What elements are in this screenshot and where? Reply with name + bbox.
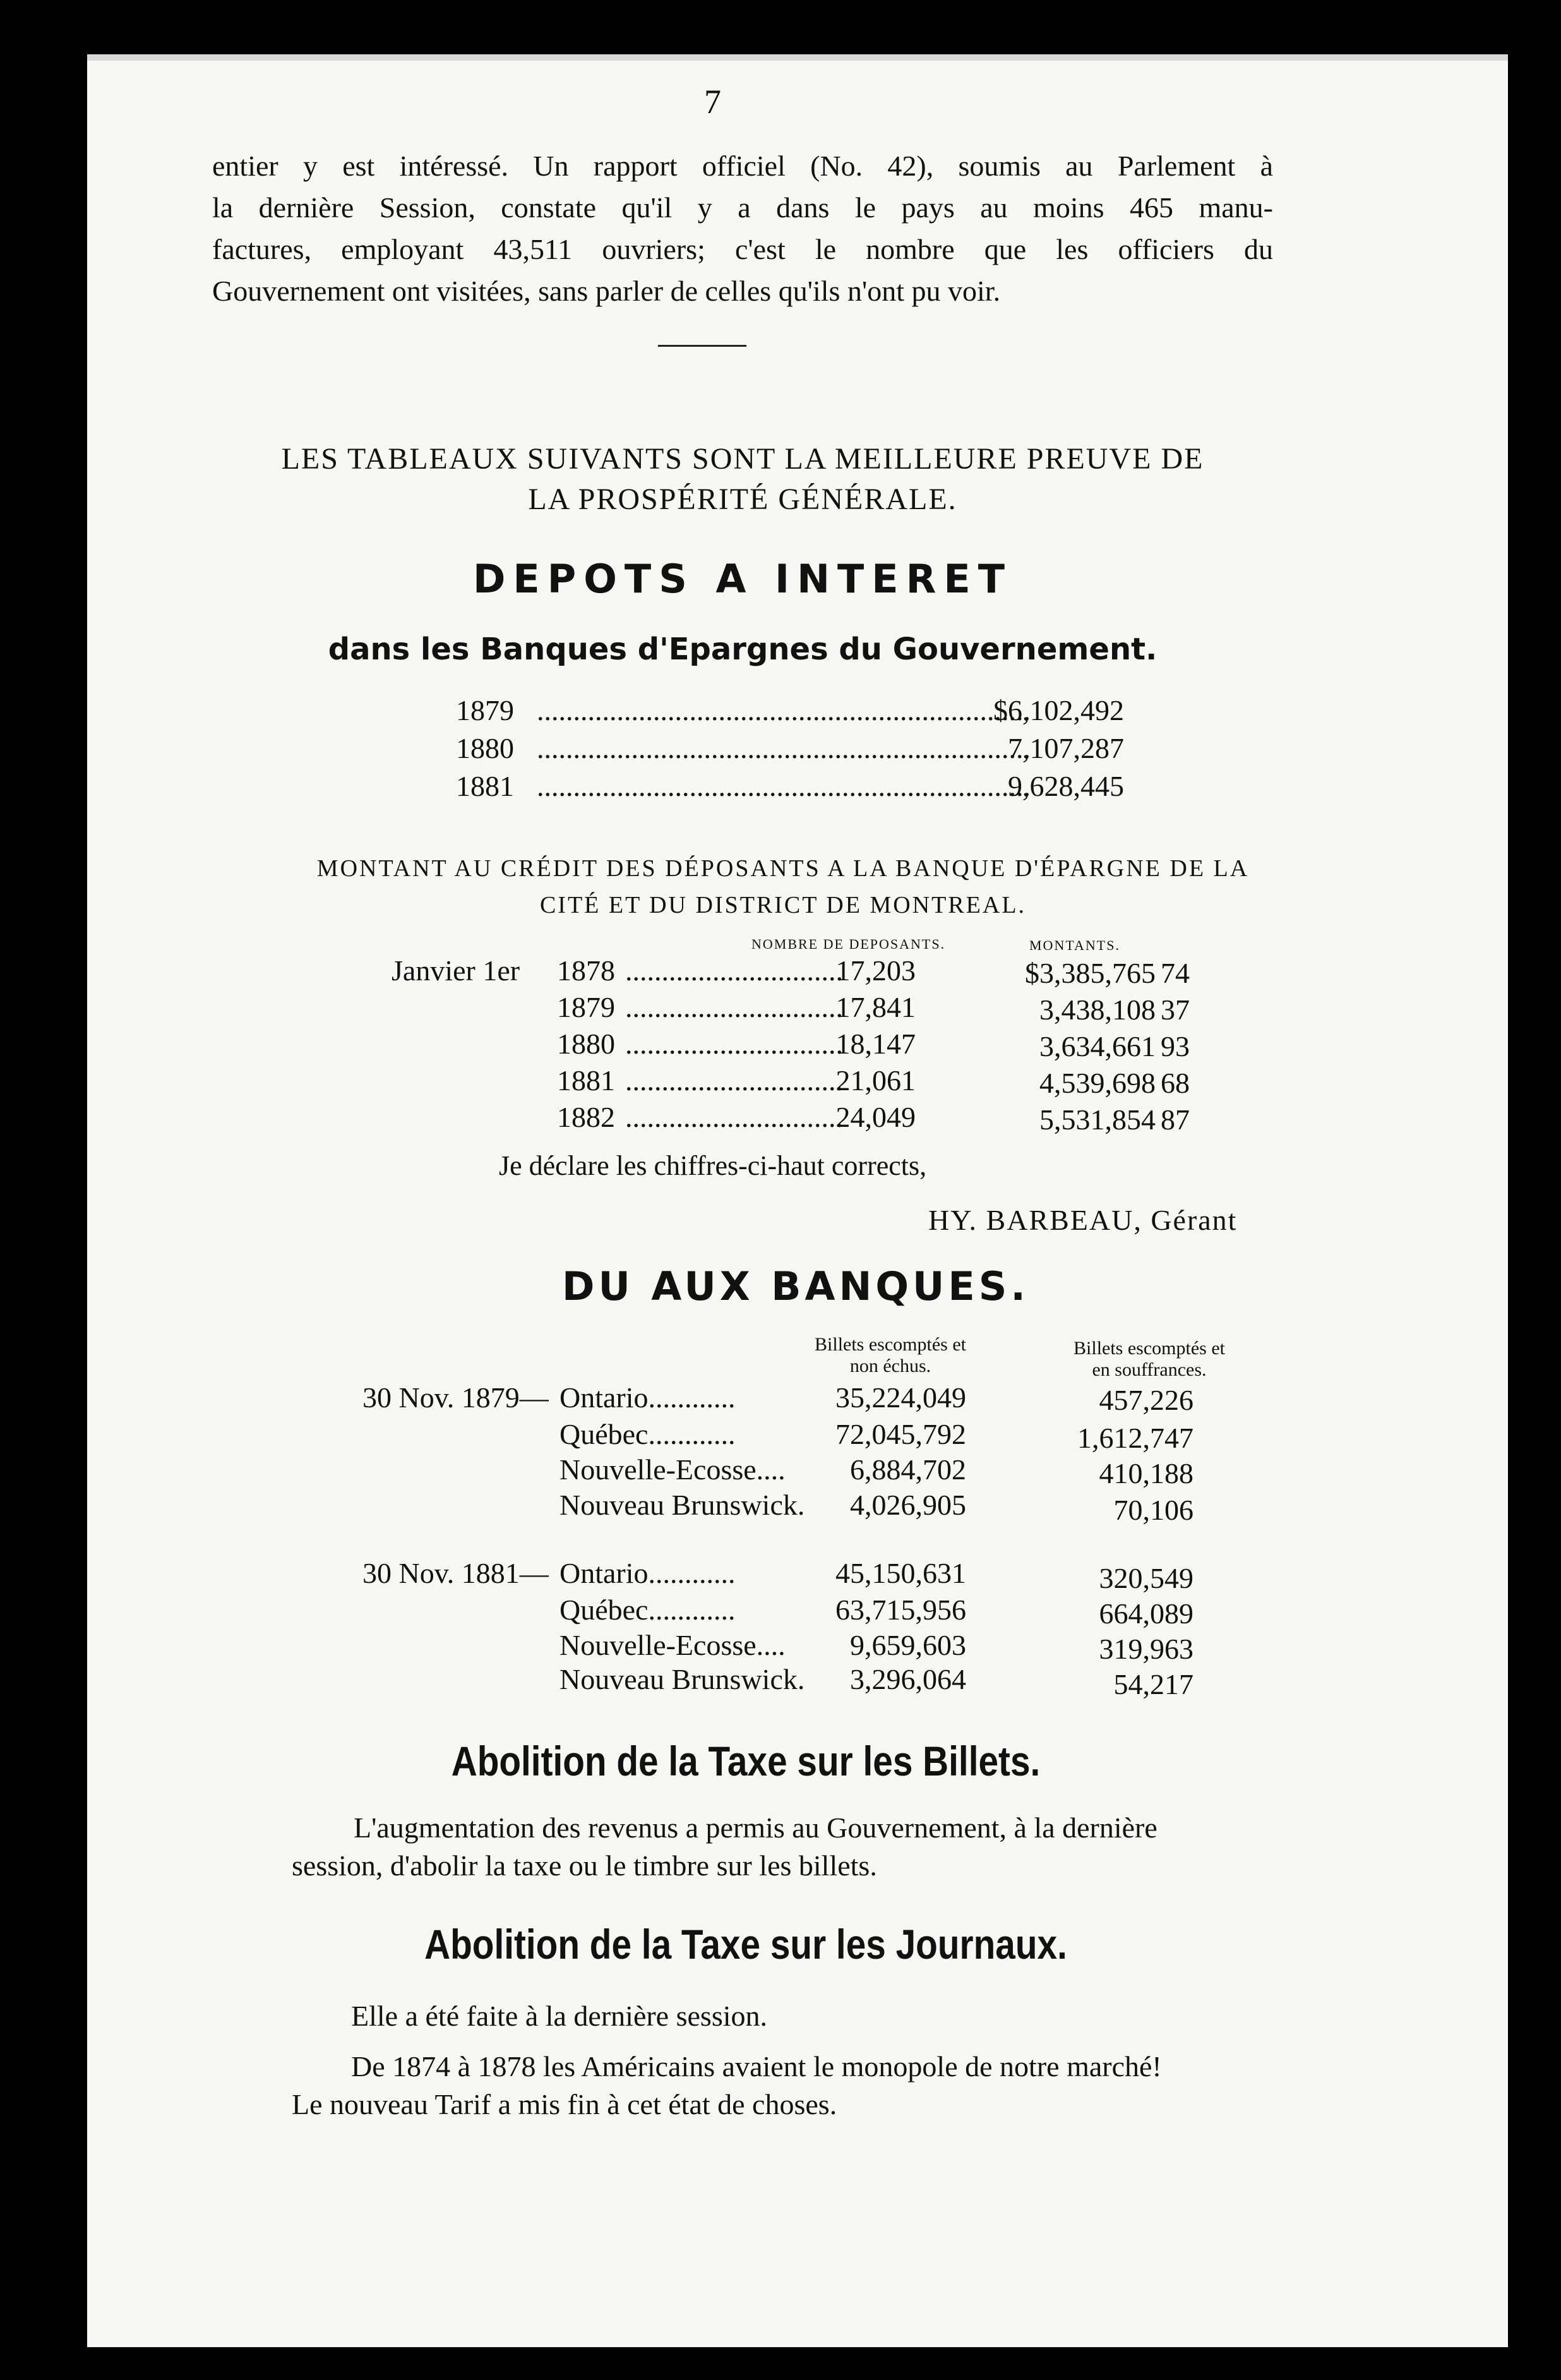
province-name: Nouvelle-Ecosse — [559, 1629, 757, 1661]
province-name: Ontario — [559, 1381, 649, 1414]
leader-dots: .................................................................... — [537, 770, 1031, 802]
leader-dots: ............ — [648, 1557, 736, 1589]
journaux-title: Abolition de la Taxe sur les Journaux. — [424, 1921, 1067, 1968]
banques-province — [559, 1453, 786, 1486]
declaration: Je déclare les chiffres-ci-haut corrects, — [499, 1150, 927, 1181]
intro-paragraph — [212, 145, 1273, 312]
banques-amount-non-echus: 6,884,702 — [850, 1453, 966, 1486]
column-header-line: en souffrances. — [1092, 1359, 1207, 1380]
document-page — [87, 54, 1508, 2347]
leader-dots: ............ — [648, 1594, 736, 1626]
province-name: Québec — [559, 1418, 649, 1450]
montreal-year: 1880 — [557, 1028, 615, 1060]
leader-dots: .... — [756, 1629, 786, 1661]
journaux-paragraph-line: Elle a été faite à la dernière session. — [351, 2000, 768, 2032]
billets-paragraph-line: session, d'abolir la taxe ou le timbre sur les billets. — [292, 1849, 877, 1882]
montreal-amount: $3,385,765 — [1025, 957, 1156, 989]
leader-dots: ............ — [648, 1381, 736, 1414]
banques-amount-souffrances: 54,217 — [1113, 1668, 1193, 1700]
column-header-souffrances — [1042, 1338, 1257, 1381]
leader-dots: .............................. — [625, 954, 843, 987]
banques-amount-non-echus: 3,296,064 — [850, 1663, 966, 1695]
province-name: Nouvelle-Ecosse — [559, 1453, 757, 1486]
depots-amount: $6,102,492 — [993, 694, 1124, 726]
montreal-count: 24,049 — [835, 1101, 916, 1133]
montreal-heading — [284, 850, 1282, 923]
montreal-heading-line: CITÉ ET DU DISTRICT DE MONTREAL. — [539, 892, 1027, 918]
depots-year: 1880 — [456, 732, 514, 764]
banques-amount-souffrances: 457,226 — [1099, 1384, 1193, 1416]
leader-dots: .............................. — [625, 1028, 843, 1060]
tableaux-heading-line: LES TABLEAUX SUIVANTS SONT LA MEILLEURE PREUVE DE — [281, 442, 1204, 476]
montreal-amount: 5,531,854 — [1039, 1103, 1156, 1136]
tableaux-heading — [212, 439, 1273, 520]
montreal-amount: 3,438,108 — [1039, 994, 1156, 1026]
depots-amount: 9,628,445 — [1008, 770, 1124, 802]
banques-province — [559, 1593, 735, 1626]
column-header-depositors: NOMBRE DE DEPOSANTS. — [751, 936, 946, 952]
province-name: Québec — [559, 1594, 649, 1626]
montreal-year: 1879 — [557, 991, 615, 1023]
province-name: Ontario — [559, 1557, 649, 1589]
montreal-cents: 87 — [1161, 1103, 1190, 1136]
montreal-count: 17,203 — [835, 954, 916, 987]
banques-province — [559, 1488, 804, 1522]
montreal-count: 21,061 — [835, 1064, 916, 1097]
province-name: Nouveau Brunswick. — [559, 1489, 805, 1521]
banques-province — [559, 1556, 736, 1590]
montreal-cents: 74 — [1161, 957, 1190, 989]
banques-amount-non-echus: 45,150,631 — [835, 1557, 966, 1589]
column-header-line: non échus. — [849, 1355, 931, 1376]
leader-dots: .............................. — [625, 1101, 843, 1133]
intro-line: Gouvernement ont visitées, sans parler de celles qu'ils n'ont pu voir. — [212, 275, 1001, 307]
banques-amount-non-echus: 72,045,792 — [835, 1418, 966, 1450]
banques-amount-souffrances: 320,549 — [1099, 1562, 1193, 1594]
billets-title: Abolition de la Taxe sur les Billets. — [451, 1738, 1041, 1784]
tableaux-heading-line: LA PROSPÉRITÉ GÉNÉRALE. — [528, 483, 957, 516]
column-header-amounts: MONTANTS. — [1029, 937, 1120, 953]
depots-amount: 7,107,287 — [1008, 732, 1124, 764]
depots-title: DEPOTS A INTERET — [472, 556, 1013, 602]
signature-line: HY. BARBEAU, Gérant — [928, 1204, 1238, 1236]
banques-province — [559, 1628, 786, 1662]
banques-amount-souffrances: 70,106 — [1113, 1494, 1193, 1526]
leader-dots: .................................................................... — [537, 694, 1031, 726]
banques-province — [559, 1417, 735, 1451]
column-header-non-echus — [783, 1334, 998, 1377]
montreal-cents: 93 — [1161, 1030, 1190, 1062]
montreal-count: 18,147 — [835, 1028, 916, 1060]
column-header-line: Billets escomptés et — [815, 1334, 966, 1355]
montreal-cents: 37 — [1161, 994, 1190, 1026]
banques-amount-non-echus: 4,026,905 — [850, 1489, 966, 1521]
montreal-count: 17,841 — [835, 991, 916, 1023]
page-number: 7 — [704, 83, 721, 121]
montreal-heading-line: MONTANT AU CRÉDIT DES DÉPOSANTS A LA BANQUE D'ÉPARGNE DE LA — [316, 855, 1250, 882]
intro-line: entier y est intéressé. Un rapport officiel (No. 42), soumis au Parlement à — [212, 150, 1273, 182]
leader-dots: .............................. — [625, 991, 843, 1023]
journaux-paragraph-line: Le nouveau Tarif a mis fin à cet état de choses. — [292, 2088, 837, 2120]
montreal-year: 1878 — [557, 954, 615, 987]
intro-line: la dernière Session, constate qu'il y a dans le pays au moins 465 manu- — [212, 191, 1273, 224]
banques-province — [559, 1662, 804, 1696]
banques-date: 30 Nov. 1879— — [362, 1381, 549, 1414]
section-divider — [658, 345, 746, 347]
leader-dots: ............ — [648, 1418, 736, 1450]
banques-amount-souffrances: 319,963 — [1099, 1633, 1193, 1665]
intro-line: factures, employant 43,511 ouvriers; c'est le nombre que les officiers du — [212, 233, 1273, 265]
banques-amount-non-echus: 63,715,956 — [835, 1594, 966, 1626]
banques-province — [559, 1381, 736, 1414]
depots-subtitle: dans les Banques d'Epargnes du Gouvernement. — [328, 632, 1157, 667]
montreal-year: 1882 — [557, 1101, 615, 1133]
montreal-row-label: Janvier 1er — [392, 954, 520, 987]
montreal-cents: 68 — [1161, 1067, 1190, 1099]
depots-year: 1881 — [456, 770, 514, 802]
billets-paragraph-line: L'augmentation des revenus a permis au Gouvernement, à la dernière — [354, 1812, 1157, 1844]
banques-amount-souffrances: 410,188 — [1099, 1457, 1193, 1489]
column-header-line: Billets escomptés et — [1074, 1338, 1225, 1359]
montreal-year: 1881 — [557, 1064, 615, 1097]
banques-amount-non-echus: 9,659,603 — [850, 1629, 966, 1661]
leader-dots: .... — [756, 1453, 786, 1486]
leader-dots: .................................................................... — [537, 732, 1031, 764]
banques-title: DU AUX BANQUES. — [562, 1263, 1029, 1309]
banques-amount-souffrances: 1,612,747 — [1077, 1422, 1193, 1454]
banques-date: 30 Nov. 1881— — [362, 1557, 549, 1589]
montreal-amount: 4,539,698 — [1039, 1067, 1156, 1099]
leader-dots: .............................. — [625, 1064, 843, 1097]
province-name: Nouveau Brunswick. — [559, 1663, 805, 1695]
depots-year: 1879 — [456, 694, 514, 726]
journaux-paragraph-line: De 1874 à 1878 les Américains avaient le monopole de notre marché! — [351, 2050, 1162, 2082]
montreal-amount: 3,634,661 — [1039, 1030, 1156, 1062]
banques-amount-souffrances: 664,089 — [1099, 1597, 1193, 1630]
banques-amount-non-echus: 35,224,049 — [835, 1381, 966, 1414]
